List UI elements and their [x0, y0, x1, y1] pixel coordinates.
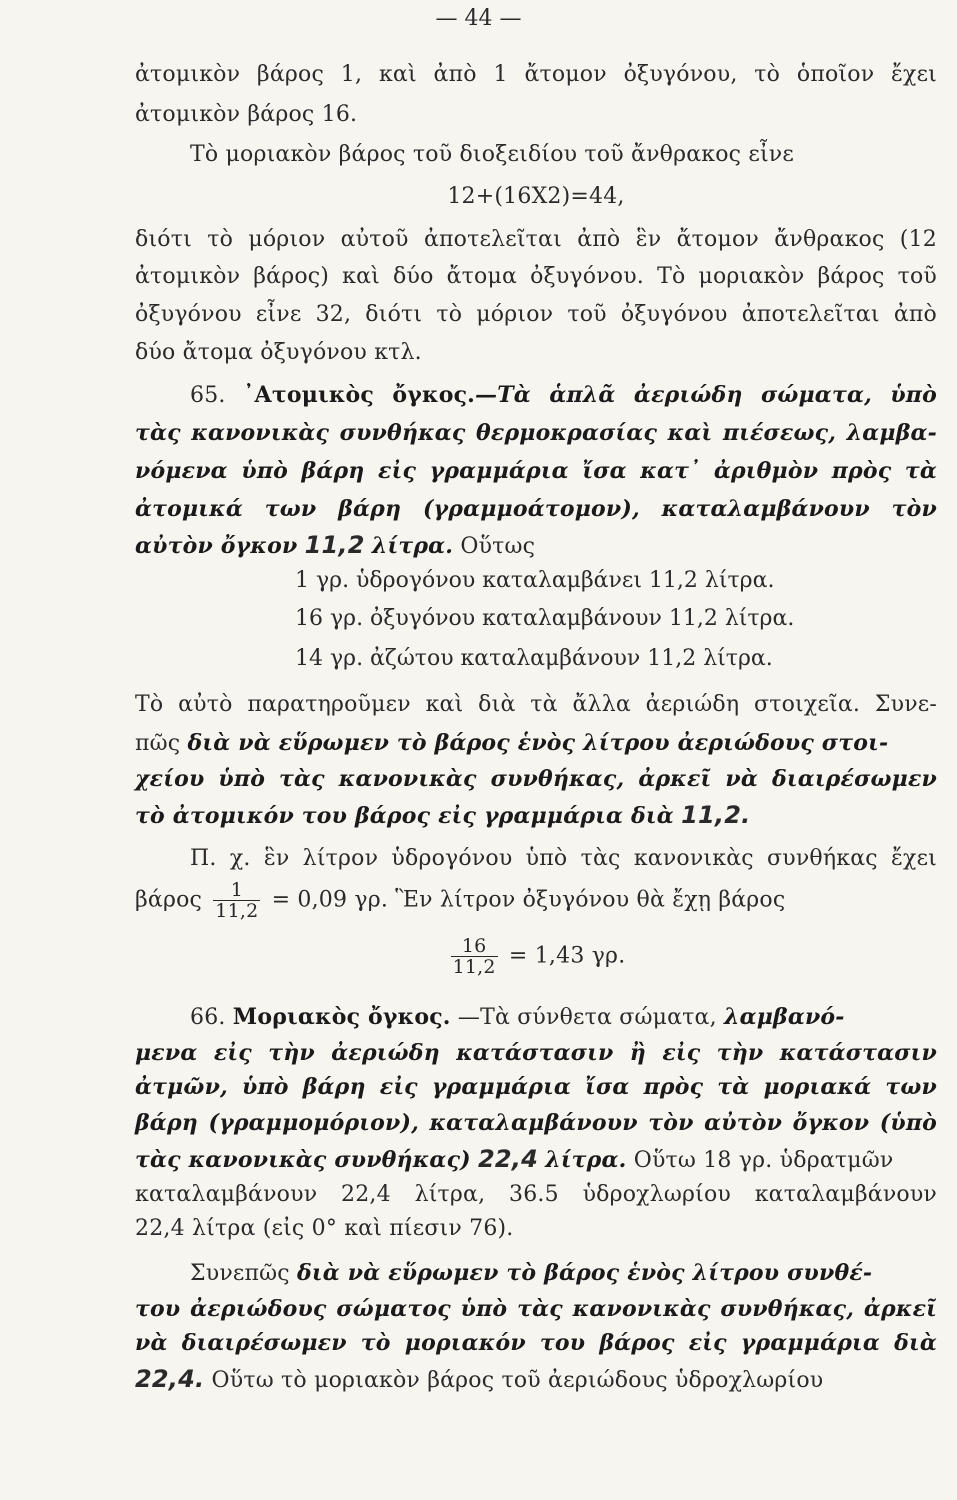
text-line [135, 936, 937, 977]
text-line: ἀτομικά των βάρη (γραμμοάτομον), καταλαμβάνουν τὸν [135, 496, 937, 522]
section-number: 66. [190, 1005, 226, 1030]
text-line: ὀξυγόνου εἶνε 32, διότι τὸ μόριον τοῦ ὀξυγόνου ἀποτελεῖται ἀπὸ [135, 302, 937, 327]
text-line [135, 530, 937, 562]
text-line [190, 1258, 937, 1289]
formula: 12+(16X2)=44, [447, 184, 625, 209]
value: 22,4 [477, 1145, 538, 1173]
bold-text: διὰ νὰ εὕρωμεν τὸ βάρος ἑνὸς λίτρου ἀεριώδους στοι- [187, 730, 889, 756]
text-line: Τὸ μοριακὸν βάρος τοῦ διοξειδίου τοῦ ἄνθρακος εἶνε [190, 142, 794, 167]
text: Συνεπῶς [190, 1261, 290, 1286]
text-line: δύο ἄτομα ὀξυγόνου κτλ. [135, 340, 422, 365]
text: Οὕτω 18 γρ. ὑδρατμῶν [633, 1148, 894, 1173]
text-line: νὰ διαιρέσωμεν τὸ μοριακόν του βάρος εἰς γραμμάρια διὰ [135, 1330, 937, 1356]
list-item: 14 γρ. ἀζώτου καταλαμβάνουν 11,2 λίτρα. [295, 646, 773, 671]
section-66-heading [190, 1002, 937, 1033]
section-title: Μοριακὸς ὄγκος. [232, 1004, 451, 1030]
bold-text: διὰ νὰ εὕρωμεν τὸ βάρος ἑνὸς λίτρου συνθέ- [297, 1260, 873, 1286]
text-line: ἀτομικὸν βάρος 16. [135, 102, 358, 127]
text-line [135, 880, 937, 921]
text: = 0,09 γρ. Ἓν λίτρον ὀξυγόνου θὰ ἔχῃ βάρος [271, 887, 786, 913]
text-line: ἀτομικὸν βάρος) καὶ δύο ἄτομα ὀξυγόνου. Τὸ μοριακὸν βάρος τοῦ [135, 264, 937, 289]
bold-text: λίτρα. [371, 533, 454, 559]
bold-text: αὐτὸν ὄγκον [135, 533, 298, 559]
text-line [135, 800, 937, 832]
text: = 1,43 γρ. [508, 943, 626, 969]
value: 11,2. [681, 801, 751, 829]
text-line: καταλαμβάνουν 22,4 λίτρα, 36.5 ὑδροχλωρίου καταλαμβάνουν [135, 1182, 937, 1207]
text-line [135, 1144, 937, 1176]
text-line: ἀτμῶν, ὑπὸ βάρη εἰς γραμμάρια ἴσα πρὸς τὰ μοριακά των [135, 1074, 937, 1100]
text-line: 22,4 λίτρα (εἰς 0° καὶ πίεσιν 76). [135, 1216, 514, 1241]
text-line: ἀτομικὸν βάρος 1, καὶ ἀπὸ 1 ἄτομον ὀξυγόνου, τὸ ὁποῖον ἔχει [135, 62, 937, 87]
value: 11,2 [304, 531, 365, 559]
text: Οὕτω τὸ μοριακὸν βάρος τοῦ ἀεριώδους ὑδροχλωρίου [211, 1368, 824, 1393]
text-line: Τὸ αὐτὸ παρατηροῦμεν καὶ διὰ τὰ ἄλλα ἀεριώδη στοιχεῖα. Συνε- [135, 692, 937, 717]
bold-text: λίτρα. [545, 1147, 627, 1173]
numerator: 16 [451, 936, 498, 957]
section-text: —Τὰ ἁπλᾶ ἀεριώδη σώματα, ὑπὸ [475, 382, 937, 408]
section-title: ᾿Ατομικὸς ὄγκος. [243, 382, 476, 408]
text-line: του ἀεριώδους σώματος ὑπὸ τὰς κανονικὰς συνθήκας, ἀρκεῖ [135, 1296, 937, 1322]
section-number: 65. [190, 383, 226, 408]
bold-text: τὸ ἀτομικόν του βάρος εἰς γραμμάρια διὰ [135, 803, 674, 829]
text-line: Π. χ. ἓν λίτρον ὑδρογόνου ὑπὸ τὰς κανονικὰς συνθήκας ἔχει [190, 846, 937, 871]
text: Οὕτως [460, 534, 536, 559]
fraction [213, 880, 260, 921]
text-line: μενα εἰς τὴν ἀεριώδη κατάστασιν ἢ εἰς τὴν κατάστασιν [135, 1040, 937, 1066]
value: 22,4. [135, 1365, 205, 1393]
page-number: — 44 — [435, 6, 522, 31]
bold-text: λαμβανό- [723, 1004, 845, 1030]
text-line: βάρη (γραμμομόριον), καταλαμβάνουν τὸν αὐτὸν ὄγκον (ὑπὸ [135, 1110, 937, 1136]
text: πῶς [135, 731, 181, 756]
text-line: νόμενα ὑπὸ βάρη εἰς γραμμάρια ἴσα κατ᾿ ἀριθμὸν πρὸς τὰ [135, 458, 937, 484]
bold-text: τὰς κανονικὰς συνθήκας) [135, 1147, 471, 1173]
text-line: διότι τὸ μόριον αὐτοῦ ἀποτελεῖται ἀπὸ ἓν ἄτομον ἄνθρακος (12 [135, 227, 937, 252]
text-line: χείου ὑπὸ τὰς κανονικὰς συνθήκας, ἀρκεῖ νὰ διαιρέσωμεν [135, 766, 937, 792]
list-item: 16 γρ. ὀξυγόνου καταλαμβάνουν 11,2 λίτρα. [295, 606, 795, 631]
fraction [451, 936, 498, 977]
text-line [135, 728, 937, 759]
denominator: 11,2 [452, 956, 496, 978]
text: —Τὰ σύνθετα σώματα, [457, 1005, 717, 1030]
text-line: τὰς κανονικὰς συνθήκας θερμοκρασίας καὶ πιέσεως, λαμβα- [135, 420, 937, 446]
numerator: 1 [213, 880, 260, 901]
list-item: 1 γρ. ὑδρογόνου καταλαμβάνει 11,2 λίτρα. [295, 568, 775, 593]
text: βάρος [135, 887, 203, 913]
section-65-heading [190, 380, 937, 411]
text-line [135, 1364, 937, 1396]
denominator: 11,2 [215, 900, 259, 922]
